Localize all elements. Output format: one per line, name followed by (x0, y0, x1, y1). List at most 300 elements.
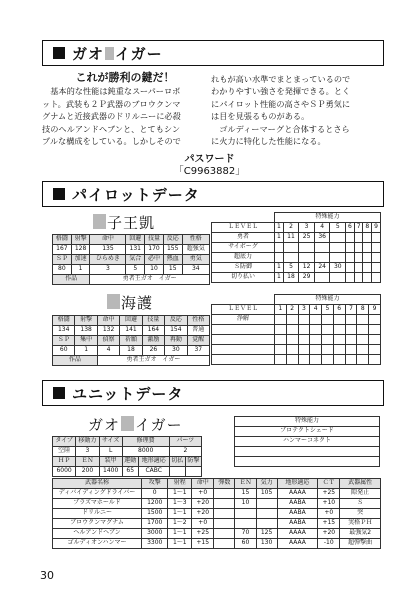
table-cell: 反応 (165, 316, 187, 326)
table-cell: CABC (138, 467, 169, 477)
table-cell: 3 (76, 447, 100, 457)
table-cell: 1～1 (168, 529, 192, 539)
table-cell (314, 243, 330, 253)
table-cell (283, 243, 299, 253)
table-cell: +0 (192, 489, 214, 499)
table-cell (214, 509, 235, 519)
unit-name: ガオ イガー (88, 416, 183, 434)
table-cell: ハンマーコネクト (235, 437, 380, 447)
unit-basic-table (52, 436, 202, 477)
table-cell: 30 (165, 346, 187, 356)
table-cell: ＨＰ (53, 457, 76, 467)
pilot-skill-table (211, 212, 381, 283)
table-cell (310, 315, 322, 325)
table-cell (322, 355, 334, 365)
table-cell: AABA (277, 499, 318, 509)
section-header-unit-data (42, 380, 384, 406)
table-cell: ドリルニー (53, 509, 142, 519)
table-cell: 3 (90, 265, 126, 275)
table-cell: ひらめき (90, 255, 126, 265)
table-cell (286, 335, 298, 345)
table-cell (275, 345, 287, 355)
table-cell: 装甲 (99, 457, 122, 467)
table-cell: 5 (322, 305, 334, 315)
table-cell: 覚醒 (187, 336, 209, 346)
table-cell: 70 (235, 529, 256, 539)
table-cell: 切払 (169, 457, 185, 467)
table-cell: 格闘 (53, 235, 72, 245)
censor-mosaic (105, 47, 114, 60)
censor-mosaic (121, 416, 134, 431)
table-row (53, 509, 381, 519)
table-cell (333, 315, 345, 325)
table-cell: 134 (53, 326, 75, 336)
censor-mosaic (93, 214, 106, 229)
table-cell (212, 213, 275, 223)
table-cell: 気合 (126, 255, 145, 265)
table-cell (275, 253, 284, 263)
table-cell: AABA (277, 519, 318, 529)
table-cell: 128 (71, 245, 90, 255)
table-cell (354, 253, 363, 263)
table-cell: 性格 (182, 235, 209, 245)
table-cell (363, 243, 372, 253)
table-cell: 9 (372, 223, 381, 233)
story-line: プルな構成をしている。しかしそので (42, 136, 181, 147)
table-cell (369, 315, 381, 325)
table-cell: パーツ (169, 437, 201, 447)
story-left-column (42, 72, 208, 147)
table-cell (357, 335, 369, 345)
table-cell: 4 (310, 305, 322, 315)
table-cell: 普通 (187, 326, 209, 336)
table-cell: 防撃 (185, 457, 201, 467)
table-cell: 弾数 (214, 479, 235, 489)
table-cell (357, 345, 369, 355)
table-cell: +20 (192, 509, 214, 519)
story-line: に火力に特化した性能になる。 (211, 136, 326, 147)
table-cell (256, 519, 277, 529)
table-cell (330, 253, 346, 263)
table-cell (372, 243, 381, 253)
table-row (53, 539, 381, 549)
table-cell: +0 (192, 519, 214, 529)
table-cell (345, 335, 357, 345)
story-line: わかりやすい強さを発揮できる。とく (211, 86, 351, 97)
table-cell: 135 (90, 245, 126, 255)
table-cell: 26 (142, 346, 164, 356)
table-cell: 60 (53, 346, 75, 356)
table-cell: 12 (299, 263, 315, 273)
table-cell (372, 253, 381, 263)
table-cell: Ｓ防御 (212, 263, 275, 273)
table-cell: 155 (163, 245, 182, 255)
table-cell (235, 509, 256, 519)
table-cell: 回避 (120, 316, 142, 326)
table-cell: AAAA (277, 539, 318, 549)
table-cell (345, 345, 357, 355)
table-cell (357, 315, 369, 325)
story-line: ゴルディーマーグと合体するとさら (211, 123, 350, 134)
table-cell: ＣＴ (318, 479, 340, 489)
table-cell (214, 499, 235, 509)
table-cell (369, 355, 381, 365)
table-cell: ＥＮ (76, 457, 100, 467)
table-cell (346, 243, 355, 253)
table-cell: 60 (235, 539, 256, 549)
table-cell: 激励 (142, 336, 164, 346)
weapon-table (52, 478, 381, 549)
table-cell: 5 (283, 263, 299, 273)
table-cell (298, 325, 310, 335)
table-cell: +15 (318, 519, 340, 529)
table-cell (357, 325, 369, 335)
table-cell (204, 437, 235, 447)
table-cell: サイズ (99, 437, 122, 447)
table-cell (212, 335, 275, 345)
table-cell (345, 325, 357, 335)
table-cell: 1500 (142, 509, 168, 519)
section-header-pilot-data (42, 181, 384, 207)
table-cell: 3000 (142, 529, 168, 539)
table-cell (357, 355, 369, 365)
story-line: 技のヘルアンドヘブンと、とてもシン (42, 123, 181, 134)
table-cell: 技量 (145, 235, 164, 245)
table-cell (363, 253, 372, 263)
pilot-name: 子王凱 (92, 212, 155, 233)
table-cell: 1200 (142, 499, 168, 509)
table-cell: 射撃 (71, 235, 90, 245)
table-cell: タイプ (53, 437, 76, 447)
table-cell: 2 (169, 447, 201, 457)
table-cell: AAAA (277, 529, 318, 539)
table-cell (354, 263, 363, 273)
table-cell: 性格 (187, 316, 209, 326)
table-cell: 9 (369, 305, 381, 315)
section-title: ガオ イガー (72, 44, 163, 63)
table-cell (204, 447, 235, 457)
table-cell: 8 (363, 223, 372, 233)
table-cell (204, 457, 235, 467)
table-cell: 25 (299, 233, 315, 243)
table-cell (369, 335, 381, 345)
pilot-skill-table (211, 294, 381, 365)
table-cell (298, 355, 310, 365)
story-line: れもが高い水準でまとまっているので (211, 74, 351, 84)
table-cell: 作品 (53, 356, 98, 366)
table-cell: 65 (122, 467, 138, 477)
table-cell: 作品 (53, 275, 90, 285)
table-cell: ＥＮ (235, 479, 256, 489)
table-cell: 切り払い (212, 273, 275, 283)
table-cell: 132 (97, 326, 119, 336)
table-cell: 超強気 (182, 245, 209, 255)
table-cell: 回避 (126, 235, 145, 245)
table-cell: 攻撃 (142, 479, 168, 489)
table-cell: AAAA (277, 489, 318, 499)
table-cell: サイボーグ (212, 243, 275, 253)
table-cell: 地形適応 (138, 457, 169, 467)
table-cell: 7 (354, 223, 363, 233)
table-cell: 131 (126, 245, 145, 255)
table-row (53, 489, 381, 499)
table-cell (322, 335, 334, 345)
table-cell (275, 335, 287, 345)
table-cell (204, 427, 235, 437)
table-cell: プラズマホールド (53, 499, 142, 509)
table-cell: 34 (182, 265, 209, 275)
table-cell: +10 (318, 499, 340, 509)
table-cell (235, 519, 256, 529)
black-square-icon (53, 387, 65, 399)
section-title: パイロットデータ (72, 185, 200, 204)
table-cell (322, 325, 334, 335)
table-cell: ディバイディングドライバー (53, 489, 142, 499)
table-cell: 170 (145, 245, 164, 255)
table-cell (286, 355, 298, 365)
table-cell: 200 (76, 467, 100, 477)
table-cell (212, 295, 275, 305)
table-cell: 特殊能力 (275, 295, 381, 305)
table-cell: 勇者 (212, 233, 275, 243)
table-cell (298, 345, 310, 355)
table-cell: 必中 (145, 255, 164, 265)
table-cell: +0 (318, 509, 340, 519)
table-cell (275, 243, 284, 253)
table-cell: 29 (299, 273, 315, 283)
table-cell: 勇者王ガオ イガー (97, 356, 209, 366)
table-cell: 1 (275, 223, 284, 233)
table-cell: 射程 (168, 479, 192, 489)
table-cell: 祈願 (120, 336, 142, 346)
table-cell: 超底力 (212, 253, 275, 263)
table-cell (345, 315, 357, 325)
table-cell: 修理費 (122, 437, 169, 447)
table-cell: 1～1 (168, 489, 192, 499)
table-cell (346, 263, 355, 273)
table-cell: 154 (165, 326, 187, 336)
table-cell: -10 (318, 539, 340, 549)
story-line: 基本的な性能は鈍重なスーパーロボ (42, 86, 181, 97)
table-cell: 3 (298, 305, 310, 315)
story-line: グナムと近接武器のドリルニーに必殺 (42, 111, 181, 122)
table-cell (310, 355, 322, 365)
story-line: は目を見張るものがある。 (211, 111, 310, 122)
table-cell: 勇者王ガオ イガー (90, 275, 210, 285)
table-cell: 1400 (99, 467, 122, 477)
table-cell: 4 (314, 223, 330, 233)
table-cell (322, 345, 334, 355)
table-cell (314, 273, 330, 283)
table-cell: 1 (275, 273, 284, 283)
table-cell: 突 (340, 509, 381, 519)
table-cell: 2 (286, 305, 298, 315)
table-cell: 24 (314, 263, 330, 273)
table-cell: 1～1 (168, 509, 192, 519)
password-label: パスワード (184, 154, 235, 165)
table-cell: 5 (330, 223, 346, 233)
table-cell (169, 467, 185, 477)
table-cell (333, 355, 345, 365)
table-cell: 125 (256, 529, 277, 539)
table-cell: 3300 (142, 539, 168, 549)
table-cell (299, 243, 315, 253)
table-cell: 1～3 (168, 499, 192, 509)
table-cell: 隙発止 (340, 489, 381, 499)
table-cell: 1 (75, 346, 97, 356)
table-cell: 0 (142, 489, 168, 499)
pilot-stats-table (52, 234, 210, 285)
table-cell: 138 (75, 326, 97, 336)
story-lead: これが勝利の鍵だ！ (75, 71, 175, 84)
table-cell: 8 (357, 305, 369, 315)
table-cell: L (99, 447, 122, 457)
table-cell (286, 315, 298, 325)
table-cell: 特殊能力 (235, 417, 380, 427)
table-cell: 15 (163, 265, 182, 275)
table-cell (214, 529, 235, 539)
table-cell: 特殊能力 (275, 213, 381, 223)
table-cell (354, 233, 363, 243)
table-cell: 1 (275, 233, 284, 243)
table-cell (330, 243, 346, 253)
story-right-column (211, 73, 381, 147)
password-value: 「C9963882」 (173, 166, 246, 177)
table-cell: ブロウクンマグナム (53, 519, 142, 529)
table-cell: 5 (126, 265, 145, 275)
table-cell: 1700 (142, 519, 168, 529)
table-cell (372, 233, 381, 243)
table-cell (235, 447, 380, 457)
table-row (53, 529, 381, 539)
table-cell: 36 (314, 233, 330, 243)
table-cell: 反応 (163, 235, 182, 245)
table-cell (299, 253, 315, 263)
table-cell: ＬＥＶＥＬ (212, 305, 275, 315)
table-cell (333, 345, 345, 355)
table-cell: 最強気2 (340, 529, 381, 539)
table-cell (214, 539, 235, 549)
table-cell (369, 345, 381, 355)
table-cell: 3 (299, 223, 315, 233)
table-cell: Ｓ (340, 499, 381, 509)
table-cell (333, 325, 345, 335)
table-row (53, 519, 381, 529)
table-cell (333, 335, 345, 345)
table-cell (330, 233, 346, 243)
table-cell (314, 253, 330, 263)
table-cell (185, 467, 201, 477)
table-cell: 10 (235, 499, 256, 509)
table-cell: 1～2 (168, 519, 192, 529)
story-line: ット。武装も２Ｐ武器のブロウクンマ (42, 98, 181, 109)
table-cell (286, 345, 298, 355)
table-cell: +25 (192, 529, 214, 539)
table-cell: 浄解 (212, 315, 275, 325)
table-cell (214, 489, 235, 499)
table-cell: ＳＰ (53, 255, 72, 265)
story-line: にパイロット性能の高さやＳＰ勇気に (211, 98, 351, 109)
table-cell (346, 253, 355, 263)
section-title: ユニットデータ (72, 384, 184, 403)
table-cell (345, 355, 357, 365)
table-row (53, 499, 381, 509)
table-cell: 命中 (192, 479, 214, 489)
black-square-icon (53, 188, 65, 200)
table-cell: 技量 (142, 316, 164, 326)
table-cell: 18 (283, 273, 299, 283)
table-cell: 移動力 (76, 437, 100, 447)
table-cell (275, 325, 287, 335)
table-cell: 30 (330, 263, 346, 273)
table-cell (310, 325, 322, 335)
table-cell (354, 243, 363, 253)
table-cell: 熱血 (163, 255, 182, 265)
table-cell (310, 345, 322, 355)
table-cell (256, 509, 277, 519)
table-cell: 加速 (71, 255, 90, 265)
table-cell: 命中 (97, 316, 119, 326)
table-cell: ＳＰ (53, 336, 75, 346)
table-cell (363, 233, 372, 243)
table-cell (275, 315, 287, 325)
table-cell: ＬＥＶＥＬ (212, 223, 275, 233)
table-cell: 再動 (165, 336, 187, 346)
table-cell: 164 (142, 326, 164, 336)
table-cell: 命中 (90, 235, 126, 245)
table-cell (212, 355, 275, 365)
table-cell (298, 335, 310, 345)
table-cell: 80 (53, 265, 72, 275)
table-cell: 11 (283, 233, 299, 243)
table-cell (212, 345, 275, 355)
table-cell: 武器属性 (340, 479, 381, 489)
pilot-stats-table (52, 315, 210, 366)
table-cell: 空陸 (53, 447, 76, 457)
table-cell: 実格ＰＨ (340, 519, 381, 529)
table-cell: ヘルアンドヘブン (53, 529, 142, 539)
table-cell: 37 (187, 346, 209, 356)
table-cell (256, 499, 277, 509)
black-square-icon (53, 47, 65, 59)
table-cell: 1～1 (168, 539, 192, 549)
table-cell: 1 (71, 265, 90, 275)
table-cell: 偵察 (97, 336, 119, 346)
table-cell: +20 (192, 499, 214, 509)
table-cell (346, 233, 355, 243)
table-cell (346, 273, 355, 283)
table-cell: 射撃 (75, 316, 97, 326)
table-cell: 気力 (256, 479, 277, 489)
table-cell: プロテクトシェード (235, 427, 380, 437)
table-cell: 15 (235, 489, 256, 499)
section-header-unit-title (42, 40, 384, 66)
censor-mosaic (107, 294, 120, 309)
table-cell: 130 (256, 539, 277, 549)
table-cell (363, 273, 372, 283)
table-cell: +20 (318, 529, 340, 539)
pilot-name: 海護 (106, 292, 153, 313)
table-cell (369, 325, 381, 335)
table-cell: 7 (345, 305, 357, 315)
table-cell (298, 315, 310, 325)
table-cell: 6000 (53, 467, 76, 477)
table-cell (322, 315, 334, 325)
table-cell (283, 253, 299, 263)
table-cell (363, 263, 372, 273)
table-cell: 武器名称 (53, 479, 142, 489)
table-cell (372, 263, 381, 273)
